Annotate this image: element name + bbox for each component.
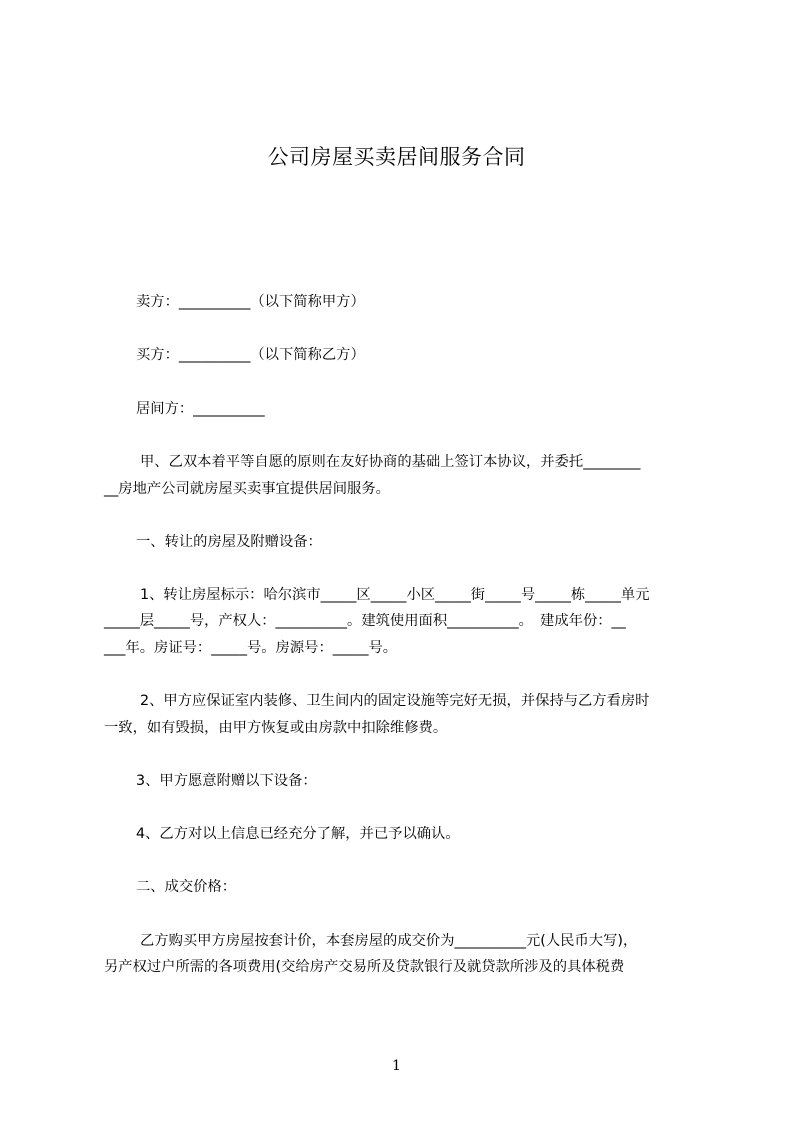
- section-heading-price: 二、成交价格：: [136, 879, 237, 895]
- clause-2-line-1: 2、甲方应保证室内装修、卫生间内的固定设施等完好无损，并保持与乙方看房时: [140, 693, 650, 709]
- preamble-line-1: 甲、乙双本着平等自愿的原则在友好协商的基础上签订本协议，并委托________: [140, 454, 641, 470]
- document-title: 公司房屋买卖居间服务合同: [267, 145, 526, 169]
- clause-1-line-3: ___年。房证号：_____号。房源号：_____号。: [104, 640, 398, 656]
- clause-1-line-1: 1、转让房屋标示：哈尔滨市_____区_____小区_____街_____号_____栋_____单元: [140, 587, 650, 603]
- clause-4: 4、乙方对以上信息已经充分了解，并已予以确认。: [136, 826, 460, 842]
- price-line-1: 乙方购买甲方房屋按套计价，本套房屋的成交价为__________元(人民币大写)，: [140, 933, 638, 949]
- preamble-line-2: __房地产公司就房屋买卖事宜提供居间服务。: [104, 481, 390, 497]
- section-heading-property: 一、转让的房屋及附赠设备：: [136, 534, 322, 550]
- clause-3: 3、甲方愿意附赠以下设备：: [136, 773, 317, 789]
- page-number: 1: [392, 1058, 401, 1074]
- seller-line: 卖方：__________（以下简称甲方）: [136, 294, 365, 310]
- clause-1-line-2: _____层_____号，产权人：__________。建筑使用面积__________。 建成年份：__: [104, 613, 626, 629]
- buyer-line: 买方：__________（以下简称乙方）: [136, 347, 365, 363]
- price-line-2: 另产权过户所需的各项费用(交给房产交易所及贷款银行及就贷款所涉及的具体税费: [104, 959, 625, 975]
- clause-2-line-2: 一致，如有毁损，由甲方恢复或由房款中扣除维修费。: [104, 720, 448, 736]
- intermediary-line: 居间方：__________: [136, 401, 265, 417]
